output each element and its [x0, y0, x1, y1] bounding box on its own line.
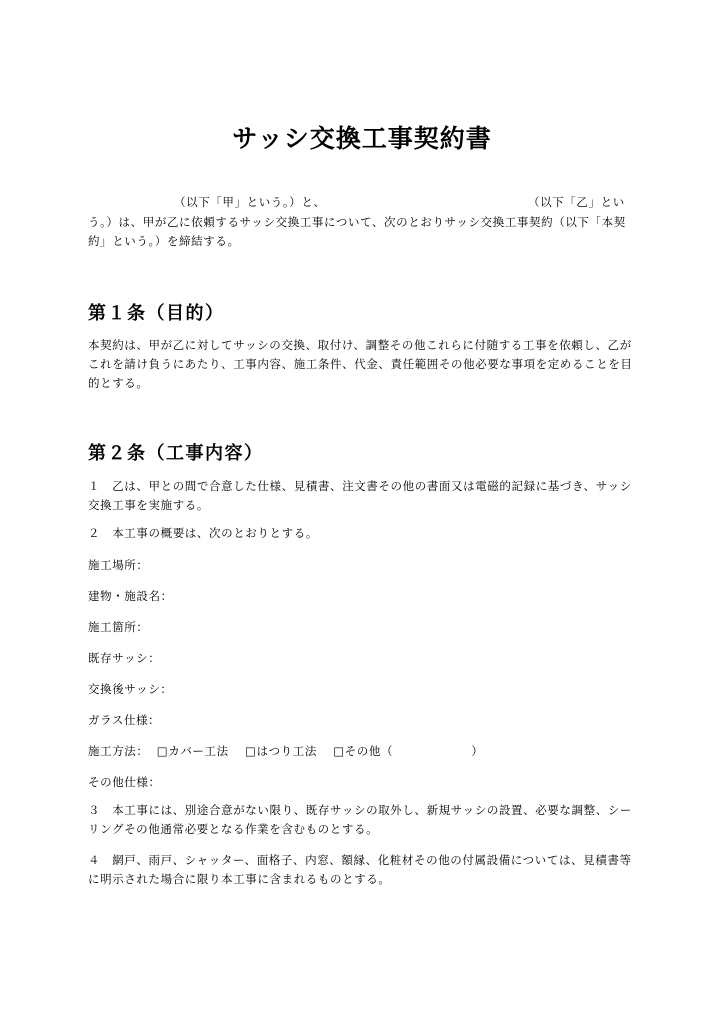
- clause-1-line: １ 乙は、甲との間で合意した仕様、見積書、注文書その他の書面又は電磁的記録に基づき、サッシ: [88, 479, 632, 493]
- article-2-clause-4: [88, 851, 640, 889]
- clause-4-line: に明示された場合に限り本工事に含まれるものとする。: [88, 872, 391, 886]
- article-1-line: 的とする。: [88, 376, 149, 390]
- article-1-line: 本契約は、甲が乙に対してサッシの交換、取付け、調整その他これらに付随する工事を依頼し、乙が: [88, 338, 632, 352]
- intro-line-3: 約」という。）を締結する。: [88, 234, 240, 248]
- field-site: 施工場所：: [88, 558, 149, 572]
- clause-1-line: 交換工事を実施する。: [88, 498, 209, 512]
- field-location: 施工箇所：: [88, 620, 149, 634]
- article-1-line: これを請け負うにあたり、工事内容、施工条件、代金、責任範囲その他必要な事項を定めることを目: [88, 357, 633, 371]
- intro-line-2: う。）は、甲が乙に依頼するサッシ交換工事について、次のとおりサッシ交換工事契約（以下「本契: [88, 215, 626, 229]
- article-2-clause-1: [88, 477, 640, 515]
- intro-line-1: [88, 194, 640, 213]
- field-other-spec: その他仕様：: [88, 775, 161, 789]
- method-hatsuri-checkbox[interactable]: □はつり工法: [245, 744, 317, 758]
- method-close-paren: ）: [471, 744, 484, 758]
- field-new-sash: 交換後サッシ：: [88, 682, 173, 696]
- article-2-clause-2: ２ 本工事の概要は、次のとおりとする。: [88, 526, 318, 540]
- method-cover-checkbox[interactable]: □カバー工法: [156, 744, 229, 758]
- field-existing-sash: 既存サッシ：: [88, 651, 161, 665]
- field-glass: ガラス仕様：: [88, 713, 161, 727]
- article-2-clause-3: [88, 801, 640, 839]
- method-other-checkbox[interactable]: □その他（: [333, 744, 394, 758]
- document-title: サッシ交換工事契約書: [232, 124, 492, 153]
- clause-3-line: ３ 本工事には、別途合意がない限り、既存サッシの取外し、新規サッシの設置、必要な調整、シー: [88, 803, 633, 817]
- article-2-heading: 第２条（工事内容）: [88, 443, 264, 464]
- clause-4-line: ４ 網戸、雨戸、シャッター、面格子、内窓、額縁、化粧材その他の付属設備については、見積書等: [88, 853, 632, 867]
- article-1-heading: 第１条（目的）: [88, 303, 225, 324]
- clause-3-line: リングその他通常必要となる作業を含むものとする。: [88, 822, 379, 836]
- field-building: 建物・施設名：: [88, 589, 173, 603]
- field-construction-method: [88, 743, 487, 759]
- intro-paragraph: [88, 213, 640, 251]
- article-1-body: [88, 336, 640, 393]
- intro-party-b: （以下「乙」とい: [528, 195, 625, 209]
- intro-party-a: （以下「甲」という。）と、: [174, 195, 326, 209]
- method-label: 施工方法：: [88, 744, 149, 758]
